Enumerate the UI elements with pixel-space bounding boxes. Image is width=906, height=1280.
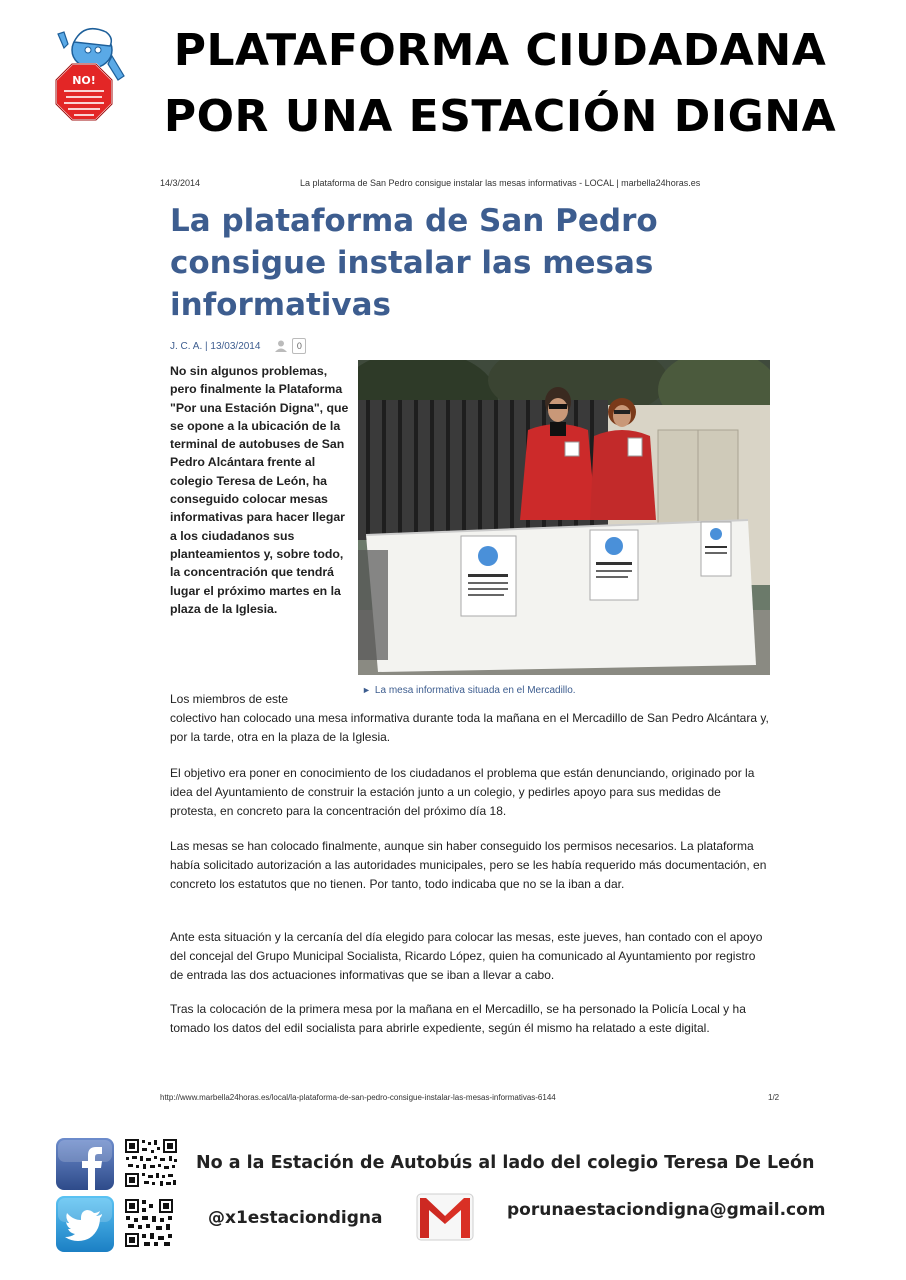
- comment-count: 0: [296, 341, 302, 351]
- page-title: [150, 18, 850, 150]
- platform-logo: [44, 20, 134, 130]
- gmail-icon[interactable]: [416, 1186, 474, 1246]
- article-paragraph: Ante esta situación y la cercanía del día elegido para colocar las mesas, este jueves, han contado con el apoyo del concejal del Grupo Municipal Socialista, Ricardo López, quien ha comunicado al Ayuntamiento por registro de entrada las dos actuaciones informativas que se iban a llevar a cabo.: [170, 930, 763, 982]
- article-paragraph: Las mesas se han colocado finalmente, aunque sin haber conseguido los permisos necesarios. La plataforma había solicitado autorización a las autoridades municipales, pero se les había requerido más documentación, en concreto los estatutos que no tienen. Por tanto, todo indicaba que no se la iban a dar.: [170, 839, 767, 891]
- article-paragraph: Tras la colocación de la primera mesa por la mañana en el Mercadillo, se ha personado la Policía Local y ha tomado los datos del edil socialista para abrirle expediente, según él mismo ha relatado a este digital.: [170, 1002, 746, 1035]
- article-photo: [358, 360, 770, 675]
- page-number: 1/2: [768, 1093, 780, 1102]
- article-lead: No sin algunos problemas, pero finalmente la Plataforma "Por una Estación Digna", que se opone a la ubicación de la terminal de autobuses de San Pedro Alcántara frente al colegio Teresa de León, ha conseguido colocar mesas informativas para hacer llegar a los ciudadanos sus planteamientos y, sobre todo, la concentración que tendrá lugar el próximo martes en la plaza de la Iglesia.: [170, 364, 349, 616]
- clipping-page-title: La plataforma de San Pedro consigue instalar las mesas informativas - LOCAL | marbella24horas.es: [300, 178, 701, 188]
- clipping-date: 14/3/2014: [160, 178, 201, 188]
- page-title-line-1: PLATAFORMA CIUDADANA: [173, 25, 827, 76]
- photo-caption-text: La mesa informativa situada en el Mercadillo.: [374, 685, 576, 696]
- caption-arrow-icon: ►: [362, 685, 371, 695]
- paragraph-intro-rest: colectivo han colocado una mesa informativa durante toda la mañana en el Mercadillo de San Pedro Alcántara y, por la tarde, otra en la plaza de la Iglesia.: [170, 711, 769, 744]
- source-url[interactable]: http://www.marbella24horas.es/local/la-plataforma-de-san-pedro-consigue-instalar-las-mesas-informativas-6144: [160, 1093, 556, 1102]
- qr-code-facebook: [124, 1138, 178, 1188]
- facebook-icon[interactable]: [56, 1138, 114, 1190]
- page-title-line-2: POR UNA ESTACIÓN DIGNA: [163, 91, 837, 142]
- article-headline: La plataforma de San Pedro consigue instalar las mesas informativas: [170, 203, 658, 323]
- twitter-icon[interactable]: [56, 1196, 114, 1252]
- contact-email[interactable]: porunaestaciondigna@gmail.com: [507, 1200, 826, 1220]
- comment-count-badge[interactable]: [292, 338, 306, 354]
- byline-text: J. C. A. | 13/03/2014: [170, 340, 261, 352]
- qr-code-twitter: [124, 1198, 174, 1248]
- paragraph-intro-start: Los miembros de este: [170, 692, 289, 706]
- article-paragraph: El objetivo era poner en conocimiento de los ciudadanos el problema que están denunciando, originado por la idea del Ayuntamiento de construir la estación junto a un colegio, y pedirles apoyo para sus medidas de protesta, en concreto para la concentración del próximo día 18.: [170, 766, 755, 818]
- user-icon: [274, 339, 288, 353]
- twitter-handle[interactable]: @x1estaciondigna: [208, 1208, 383, 1228]
- logo-sign-text: NO!: [72, 74, 96, 87]
- byline: [170, 338, 306, 354]
- article-paragraph: [170, 690, 770, 747]
- slogan: No a la Estación de Autobús al lado del colegio Teresa De León: [196, 1153, 815, 1173]
